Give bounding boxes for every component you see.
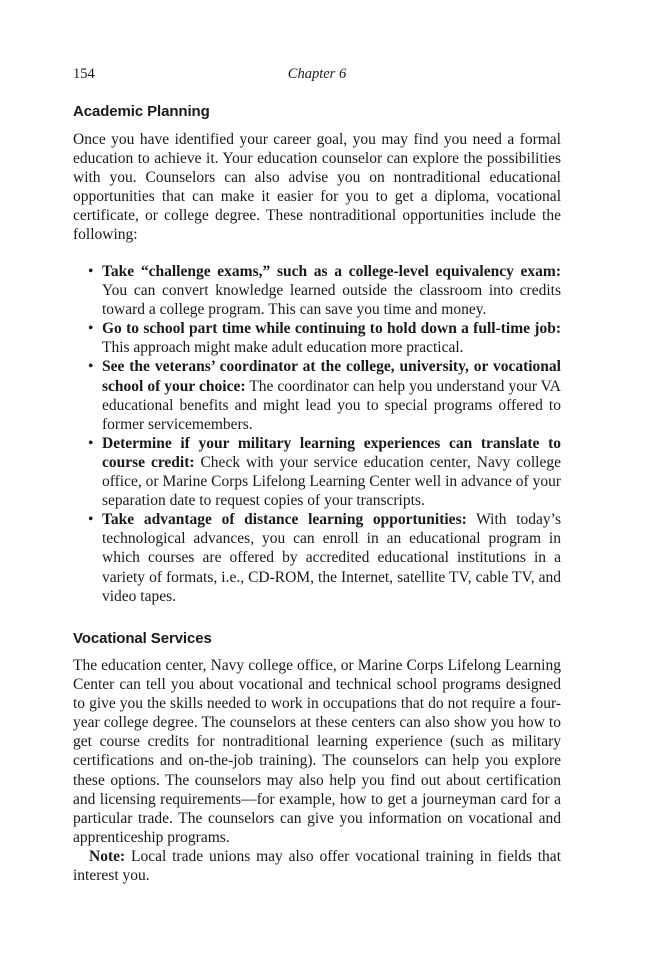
page-header	[73, 66, 561, 88]
note-paragraph	[73, 847, 561, 885]
list-item	[88, 262, 561, 319]
note-label: Note:	[89, 848, 126, 865]
bullet-icon: •	[88, 434, 94, 452]
list-item-lead: Go to school part time while continuing to hold down a full-time job:	[102, 320, 561, 338]
vocational-paragraph: The education center, Navy college office, or Marine Corps Lifelong Learning Center can tell you about vocational and technical school programs designed to give you the skills needed to work in occupations that do not require a four-year college degree. The counselors at these centers can also show you how to get course credits for nontraditional learning experience (such as military certifications and on-the-job training). The counselors can help you explore these options. The counselors may also help you find out about certification and licensing requirements—for example, how to get a journeyman card for a particular trade. The counselors can give you information on vocational and apprenticeship programs.	[73, 657, 561, 846]
list-item-lead: See the veterans’ coordinator at the college, university, or vocational school of your choice:	[102, 358, 561, 395]
bullet-icon: •	[88, 263, 94, 280]
list-item	[88, 357, 561, 433]
note-text: Local trade unions may also offer vocational training in fields that interest you.	[73, 848, 561, 885]
list-item	[88, 510, 561, 605]
bullet-icon: •	[88, 320, 94, 338]
list-item-text: This approach might make adult education more practical.	[102, 339, 464, 357]
bullet-icon: •	[88, 511, 94, 529]
list-item-text: The coordinator can help you understand your VA educational benefits and might lead you to special programs offered to former servicemembers.	[102, 377, 561, 433]
list-item	[88, 434, 561, 510]
list-item-lead: Take advantage of distance learning opportunities:	[102, 511, 467, 529]
list-item-lead: Take “challenge exams,” such as a college-level equivalency exam:	[102, 263, 561, 280]
list-item-text: With today’s technological advances, you can enroll in an educational program in which courses are offered by accredited educational institutions in a variety of formats, i.e., CD-ROM, the Internet, satellite TV, cable TV, and video tapes.	[102, 511, 561, 605]
opportunities-list	[88, 262, 561, 606]
section-heading-academic-planning: Academic Planning	[73, 103, 210, 120]
list-item-lead: Determine if your military learning experiences can translate to course credit:	[102, 434, 561, 471]
bullet-icon: •	[88, 358, 94, 376]
list-item-text: Check with your service education center, Navy college office, or Marine Corps Lifelong Learning Center well in advance of your separation date to request copies of your transcripts.	[102, 453, 561, 510]
running-head: Chapter 6	[287, 66, 347, 82]
intro-paragraph: Once you have identified your career goal, you may find you need a formal education to achieve it. Your education counselor can explore the possibilities with you. Counselors can also advise you on nontraditional educational opportunities that can make it easier for you to get a diploma, vocational certificate, or college degree. These nontraditional opportunities include the following:	[73, 131, 561, 244]
list-item	[88, 319, 561, 357]
page-number: 154	[73, 66, 95, 82]
list-item-text: You can convert knowledge learned outside the classroom into credits toward a college program. This can save you time and money.	[102, 282, 561, 319]
section-heading-vocational-services: Vocational Services	[73, 630, 212, 647]
